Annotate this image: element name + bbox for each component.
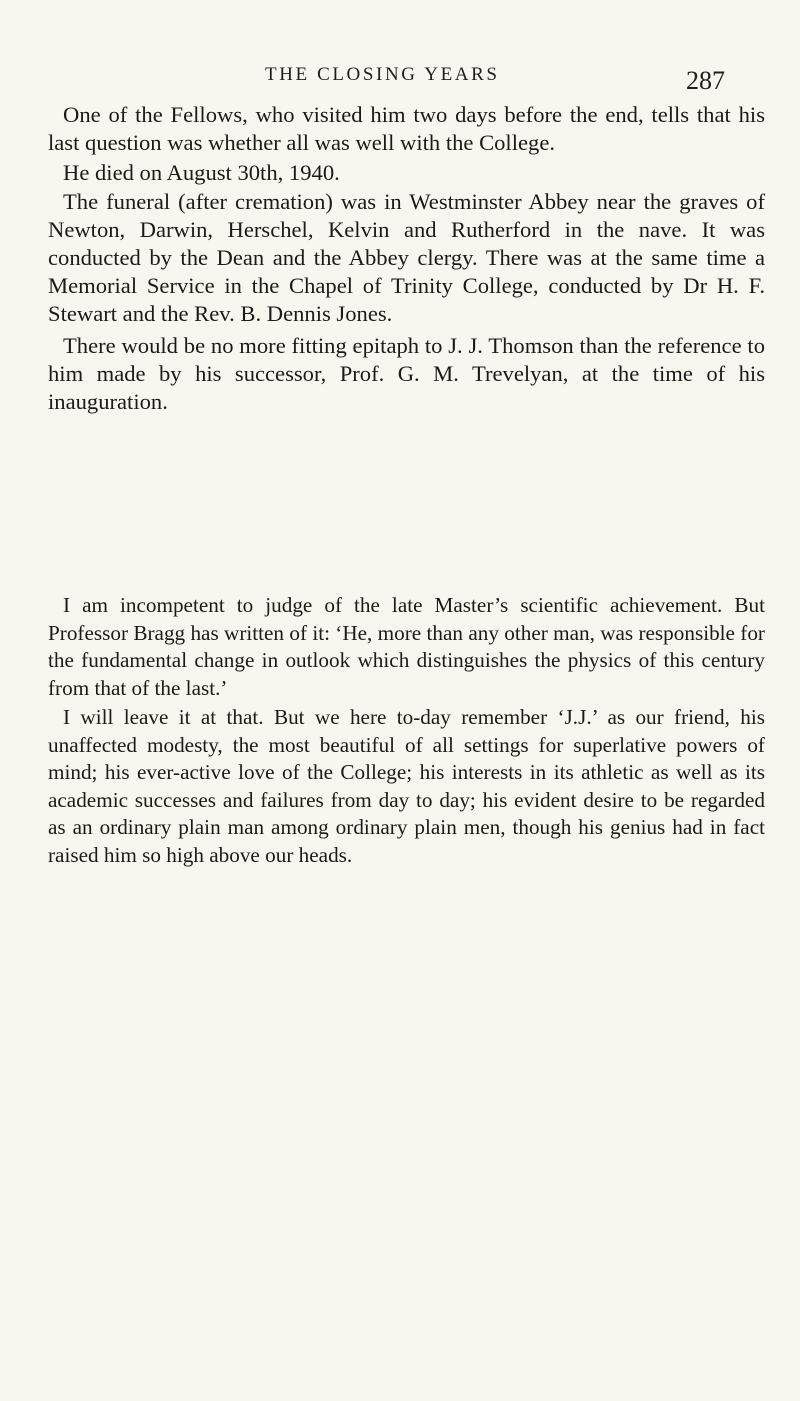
page-number: 287: [686, 66, 725, 95]
paragraph-last-question: One of the Fellows, who visited him two days before the end, tells that his last question was whether all was well with the College.: [48, 102, 765, 155]
quoted-address: [48, 592, 765, 869]
paragraph-funeral: The funeral (after cremation) was in Westminster Abbey near the graves of Newton, Darwin, Herschel, Kelvin and Rutherford in the nave. It was conducted by the Dean and the Abbey clergy. There was at the same time a Memorial Service in the Chapel of Trinity College, conducted by Dr H. F. Stewart and the Rev. B. Dennis Jones.: [48, 189, 765, 326]
paragraph-epitaph-intro: There would be no more fitting epitaph to J. J. Thomson than the reference to him made by his successor, Prof. G. M. Trevelyan, at the time of his inauguration.: [48, 333, 765, 414]
running-head: THE CLOSING YEARS: [265, 64, 500, 85]
paragraph-death-date: He died on August 30th, 1940.: [63, 159, 340, 185]
paragraph-remembrance: I will leave it at that. But we here to-day remember ‘J.J.’ as our friend, his unaffected modesty, the most beautiful of all settings for superlative powers of mind; his ever-active love of the College; his interests in its athletic as well as its academic successes and failures from day to day; his evident desire to be regarded as an ordinary plain man among ordinary plain men, though his genius had in fact raised him so high above our heads.: [48, 705, 765, 867]
main-text: [48, 101, 765, 416]
paragraph-scientific-achievement: I am incompetent to judge of the late Master’s scientific achievement. But Professor Bragg has written of it: ‘He, more than any other man, was responsible for the fundamental change in outlook which distinguishes the physics of this century from that of the last.’: [48, 593, 765, 700]
